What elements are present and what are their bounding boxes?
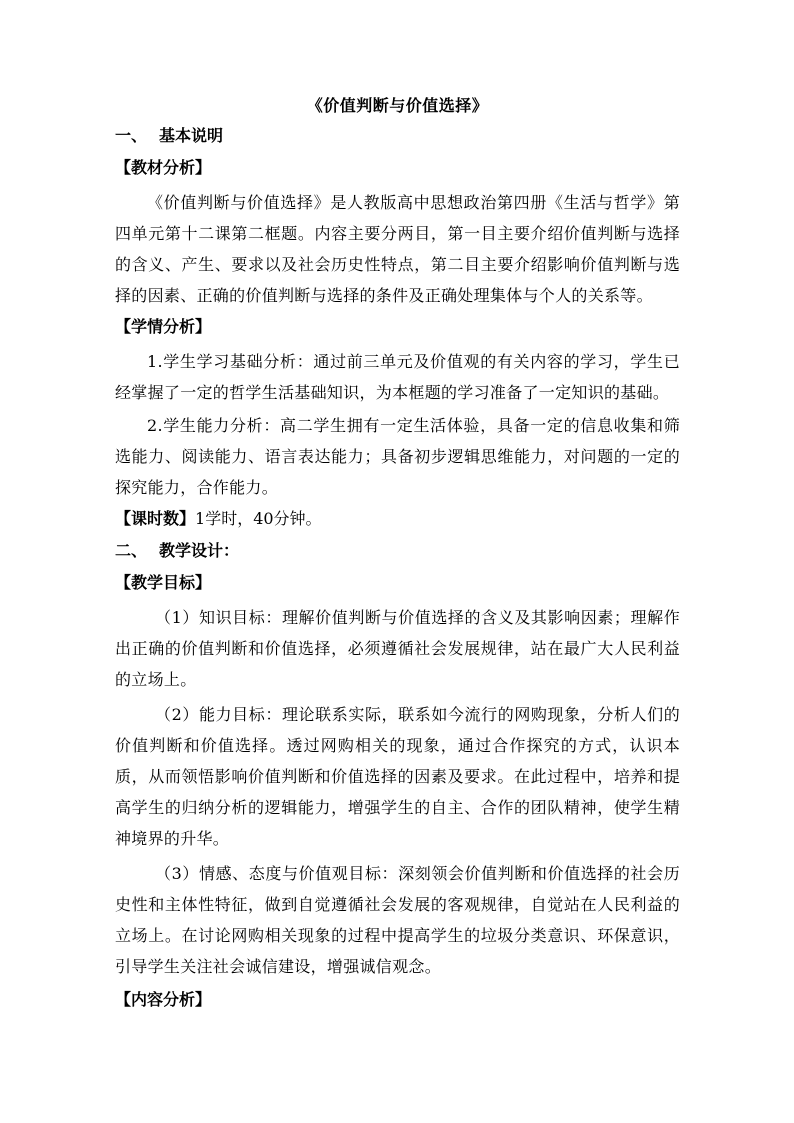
heading-textbook-analysis: 【教材分析】 [115, 158, 212, 177]
heading-content-analysis: 【内容分析】 [115, 990, 212, 1009]
class-hours-value: 1学时，40分钟。 [195, 509, 322, 528]
class-hours-line [115, 507, 680, 531]
paragraph-student-ability: 2.学生能力分析：高二学生拥有一定生活体验，具备一定的信息收集和筛选能力、阅读能力、语言表达能力；具备初步逻辑思维能力，对问题的一定的探究能力，合作能力。 [115, 416, 680, 497]
paragraph-textbook-analysis: 《价值判断与价值选择》是人教版高中思想政治第四册《生活与哲学》第四单元第十二课第二框题。内容主要分两目，第一目主要介绍价值判断与选择的含义、产生、要求以及社会历史性特点，第二目主要介绍影响价值判断与选择的因素、正确的价值判断与选择的条件及正确处理集体与个人的关系等。 [115, 193, 680, 305]
paragraph-ability-objective: （2）能力目标：理论联系实际，联系如今流行的网购现象，分析人们的价值判断和价值选择。透过网购相关的现象，通过合作探究的方式，认识本质，从而领悟影响价值判断和价值选择的因素及要求。在此过程中，培养和提高学生的归纳分析的逻辑能力，增强学生的自主、合作的团队精神，使学生精神境界的升华。 [115, 705, 680, 848]
section-title: 基本说明 [159, 126, 224, 145]
paragraph-knowledge-objective: （1）知识目标：理解价值判断与价值选择的含义及其影响因素；理解作出正确的价值判断和价值选择，必须遵循社会发展规律，站在最广大人民利益的立场上。 [115, 608, 680, 689]
section-number: 二、 [115, 541, 148, 560]
section-heading-basic-info [115, 126, 680, 146]
paragraph-values-objective: （3）情感、态度与价值观目标：深刻领会价值判断和价值选择的社会历史性和主体性特征，做到自觉遵循社会发展的客观规律，自觉站在人民利益的立场上。在讨论网购相关现象的过程中提高学生的垃圾分类意识、环保意识，引导学生关注社会诚信建设，增强诚信观念。 [115, 864, 680, 976]
heading-teaching-objectives: 【教学目标】 [115, 573, 212, 592]
document-title: 《价值判断与价值选择》 [306, 96, 489, 115]
section-title: 教学设计： [159, 541, 240, 560]
paragraph-student-basis: 1.学生学习基础分析：通过前三单元及价值观的有关内容的学习，学生已经掌握了一定的哲学生活基础知识，为本框题的学习准备了一定知识的基础。 [115, 352, 680, 402]
section-number: 一、 [115, 126, 148, 145]
class-hours-label: 【课时数】 [115, 509, 196, 528]
section-heading-teaching-design [115, 541, 680, 561]
document-page [115, 96, 680, 1019]
heading-student-analysis: 【学情分析】 [115, 317, 212, 336]
